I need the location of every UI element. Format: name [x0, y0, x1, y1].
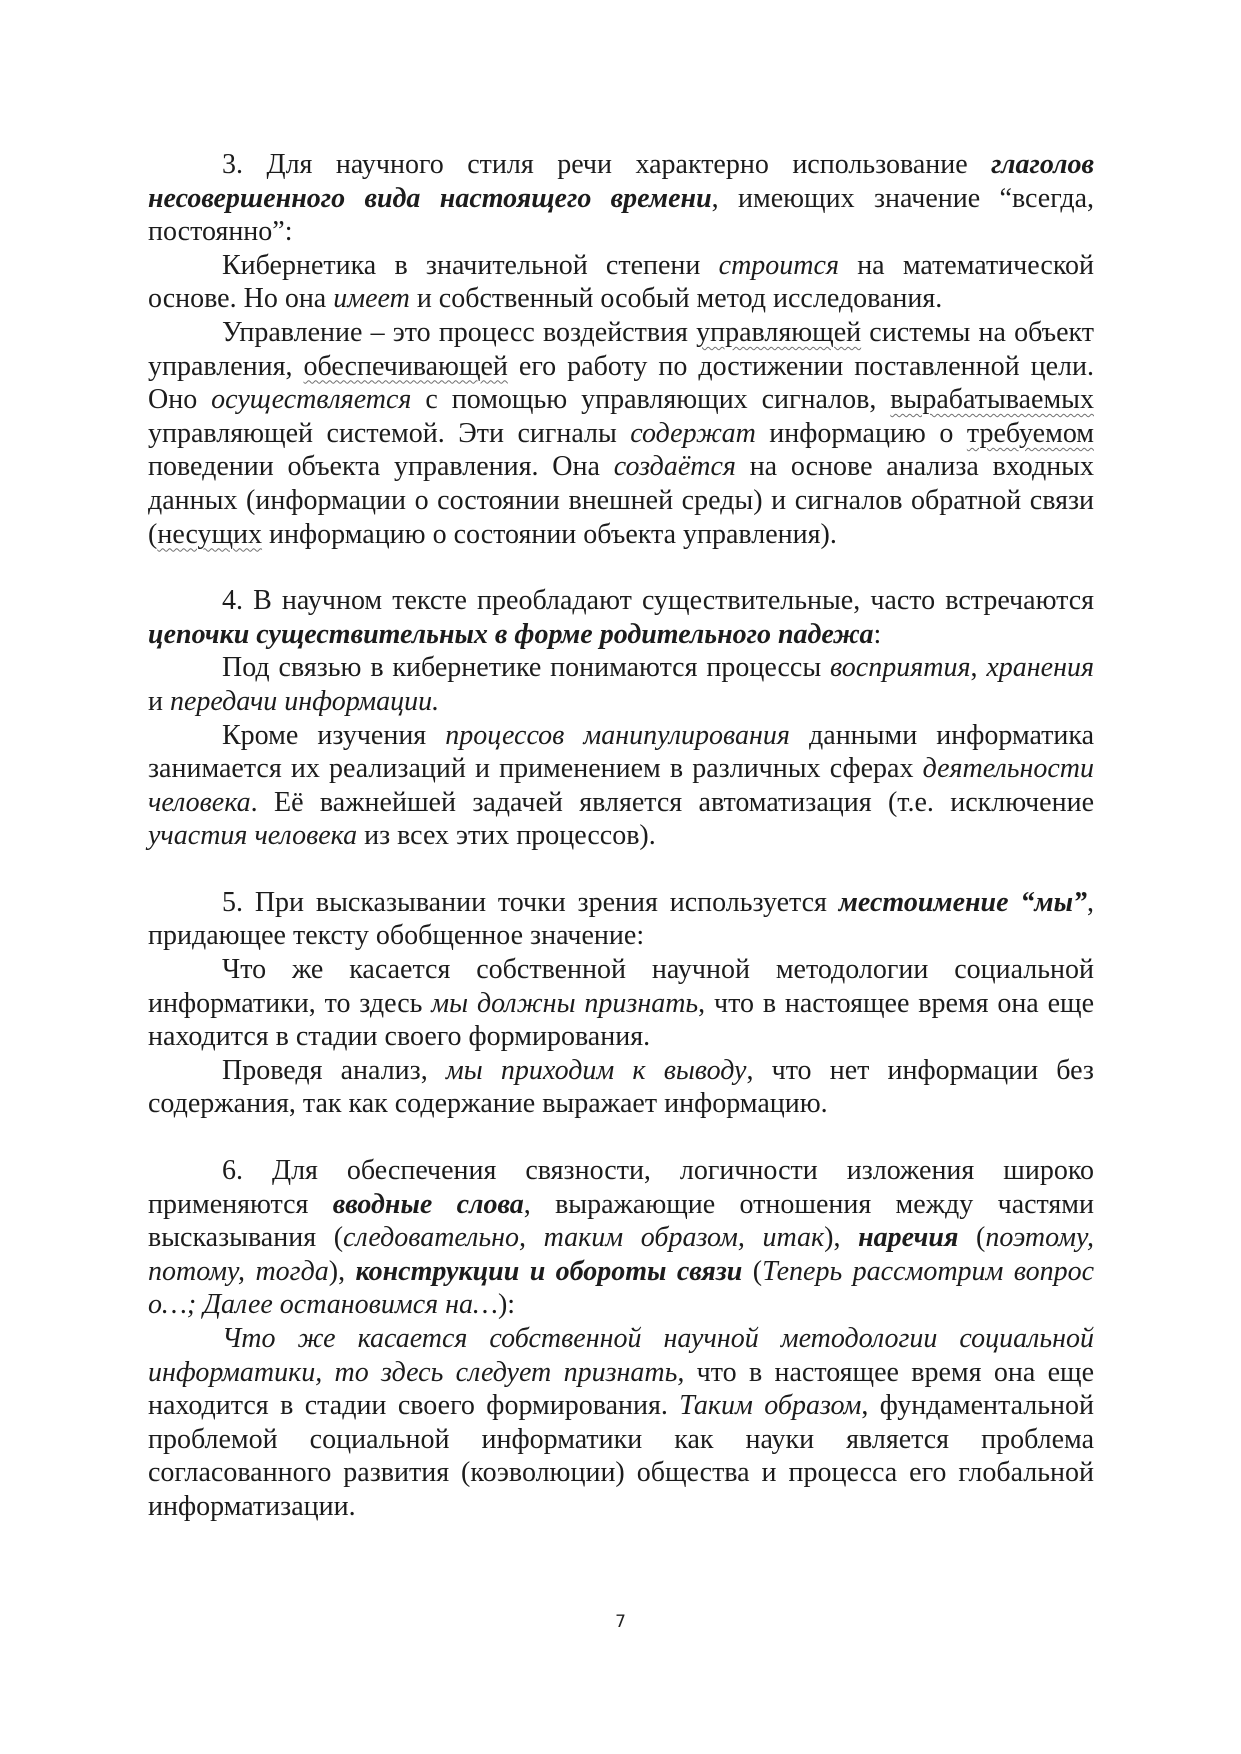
- emphasis-term: наречия: [858, 1222, 959, 1254]
- underlined-participle: требуемом: [966, 417, 1095, 449]
- underlined-participle: несущих: [157, 518, 263, 550]
- emphasis-term: местоимение “мы”: [838, 886, 1088, 918]
- text: ,: [970, 652, 987, 684]
- italic-term: участия человека: [148, 820, 358, 852]
- text: Под связью в кибернетике понимаются процессы: [222, 652, 830, 684]
- emphasis-term: конструкции и обороты связи: [355, 1255, 743, 1287]
- italic-term: Что же касается собственной научной методологии социальной информатики, то здесь следует признать,: [148, 1323, 1094, 1388]
- s3-heading-paragraph: [148, 148, 1094, 249]
- italic-term: строится: [718, 249, 839, 281]
- italic-term: мы приходим к выводу: [445, 1054, 747, 1086]
- text: Кибернетика в значительной степени: [222, 249, 719, 281]
- emphasis-term: вводные слова: [332, 1188, 524, 1220]
- s5-heading-paragraph: [148, 886, 1094, 953]
- s6-example-1: [148, 1322, 1094, 1524]
- text: Что же касается собственной научной методологии социальной информатики, то здесь: [148, 954, 1094, 1019]
- italic-term: восприятия: [830, 652, 971, 684]
- italic-term: хранения: [986, 652, 1094, 684]
- s4-heading-paragraph: [148, 584, 1094, 651]
- text: Управление – это процесс воздействия: [222, 316, 697, 348]
- text: что в настоящее время она еще находится в стадии своего формирования.: [148, 1356, 1094, 1422]
- emphasis-term: цепочки существительных в форме родительного падежа: [148, 618, 874, 650]
- s3-example-2: [148, 316, 1094, 551]
- italic-term: создаётся: [613, 451, 736, 483]
- text: из всех этих процессов).: [357, 820, 656, 852]
- italic-term: осуществляется: [211, 384, 412, 416]
- italic-term: содержат: [630, 417, 756, 449]
- text: ):: [497, 1289, 516, 1321]
- s5-example-1: [148, 953, 1094, 1054]
- s6-heading-paragraph: [148, 1154, 1094, 1322]
- s4-example-1: [148, 651, 1094, 718]
- page-number: 7: [615, 1612, 626, 1632]
- text: Проведя анализ,: [222, 1054, 446, 1086]
- text: , фундаментальной проблемой социальной информатики как науки является проблема согласованного развития (коэволюции) общества и процесса его глобальной информатизации.: [148, 1390, 1094, 1522]
- text: , что нет информации без содержания, так как содержание выражает информацию.: [148, 1054, 1094, 1120]
- section-gap: [148, 551, 1094, 584]
- text: и: [148, 685, 170, 717]
- text: ),: [824, 1222, 859, 1254]
- text: 6. Для обеспечения связности, логичности изложения широко применяются: [148, 1155, 1094, 1220]
- s4-example-2: [148, 719, 1094, 853]
- italic-term: деятельности человека: [148, 753, 1094, 818]
- text: :: [873, 618, 882, 650]
- italic-term: имеет: [333, 283, 410, 315]
- text: информацию о: [755, 417, 967, 449]
- italic-term: процессов манипулирования: [445, 719, 790, 751]
- text: , выражающие отношения между частями высказывания (: [148, 1188, 1095, 1254]
- underlined-participle: управляющей: [696, 316, 862, 348]
- text: (: [742, 1255, 763, 1287]
- text: информацию о состоянии объекта управления).: [262, 518, 837, 550]
- section-gap: [148, 1121, 1094, 1154]
- emphasis-term: глаголов несовершенного вида настоящего времени: [148, 149, 1094, 214]
- text: , имеющих значение “всегда, постоянно”:: [148, 182, 1095, 248]
- text: 4. В научном тексте преобладают существительные, часто встречаются: [222, 585, 1094, 617]
- text: , придающее тексту обобщенное значение:: [148, 886, 1095, 952]
- section-gap: [148, 853, 1094, 886]
- italic-term: передачи информации.: [169, 685, 440, 717]
- italic-term: следовательно, таким образом, итак: [343, 1222, 825, 1254]
- italic-term: поэтому, потому, тогда: [148, 1222, 1094, 1287]
- text: системы на объект управления,: [148, 316, 1095, 382]
- text: 5. При высказывании точки зрения используется: [222, 886, 839, 918]
- italic-term: Таким образом: [679, 1390, 862, 1422]
- s3-example-1: [148, 249, 1094, 316]
- text: и собственный особый метод исследования.: [409, 283, 943, 315]
- text: данными информатика занимается их реализаций и применением в различных сферах: [148, 719, 1094, 785]
- underlined-participle: вырабатываемых: [890, 384, 1094, 416]
- text: на основе анализа входных данных (информации о состоянии внешней среды) и сигналов обратной связи (: [148, 451, 1094, 550]
- underlined-participle: обеспечивающей: [303, 350, 508, 382]
- text: (: [958, 1222, 986, 1254]
- text: его работу по достижении поставленной цели. Оно: [148, 350, 1094, 416]
- text: поведении объекта управления. Она: [148, 451, 614, 483]
- s5-example-2: [148, 1054, 1094, 1121]
- text: ),: [328, 1255, 356, 1287]
- text: . Её важнейшей задачей является автоматизация (т.е. исключение: [250, 786, 1094, 818]
- text: управляющей системой. Эти сигналы: [148, 417, 631, 449]
- text: с помощью управляющих сигналов,: [411, 384, 891, 416]
- text: на математической основе. Но она: [148, 249, 1094, 315]
- text: 3. Для научного стиля речи характерно использование: [222, 149, 992, 180]
- text: , что в настоящее время она еще находится в стадии своего формирования.: [148, 987, 1094, 1053]
- italic-term: Теперь рассмотрим вопрос о…; Далее остановимся на…: [148, 1255, 1095, 1321]
- text: Кроме изучения: [222, 719, 446, 751]
- italic-term: мы должны признать: [431, 987, 699, 1019]
